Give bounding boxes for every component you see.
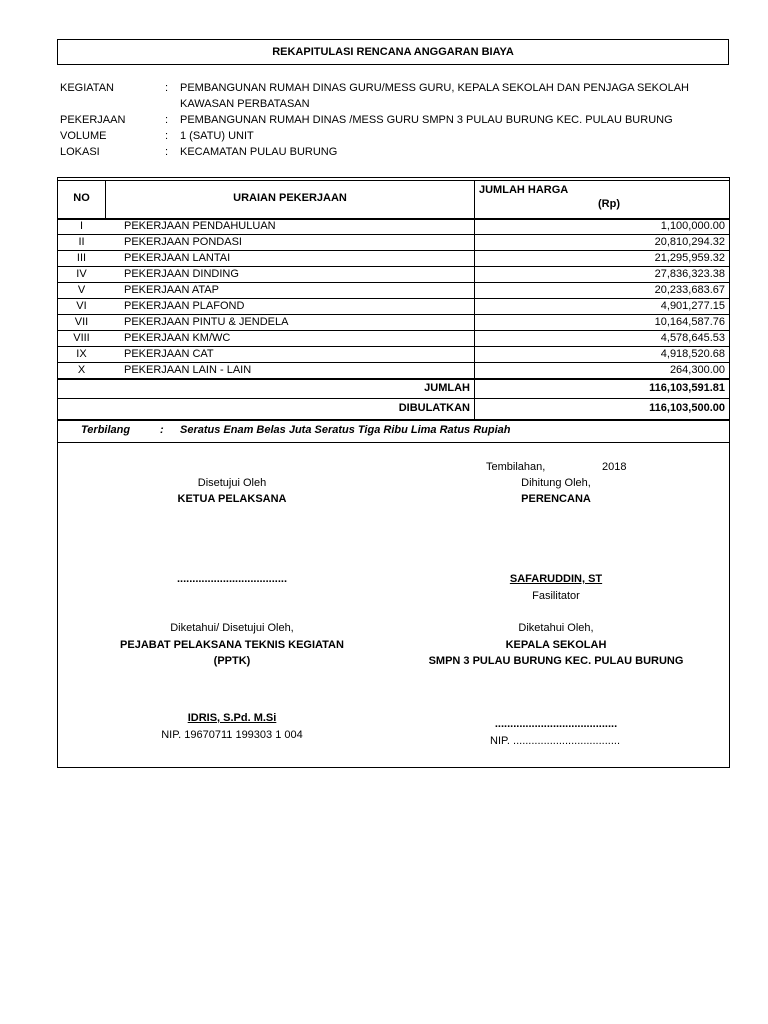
row-amount: 21,295,959.32 [654,252,725,264]
row-no: X [77,364,86,376]
row-no: VIII [73,332,90,344]
row-divider [57,398,730,399]
header-no: NO [73,192,90,204]
left-bottom-line1: Diketahui/ Disetujui Oleh, [170,622,294,634]
row-divider [57,234,730,235]
row-amount: 20,233,683.67 [654,284,725,296]
info-colon: : [165,146,169,158]
row-divider [57,346,730,347]
header-amount: JUMLAH HARGA [479,184,569,196]
right-bottom-name: ........................................ [494,718,618,730]
table-border [57,180,730,181]
jumlah-label: JUMLAH [424,382,470,394]
right-bottom-role2: SMPN 3 PULAU BURUNG KEC. PULAU BURUNG [428,655,684,667]
sign-place: Tembilahan, [486,461,546,473]
left-top-line1: Disetujui Oleh [197,477,267,489]
left-top-role: KETUA PELAKSANA [177,493,287,505]
row-desc: PEKERJAAN PENDAHULUAN [124,220,276,232]
row-divider [57,378,730,380]
row-divider [57,298,730,299]
header-unit: (Rp) [598,198,620,210]
row-no: IV [76,268,87,280]
row-no: VII [74,316,89,328]
sign-year: 2018 [602,461,627,473]
left-top-name: .................................... [176,573,288,585]
row-amount: 27,836,323.38 [654,268,725,280]
terbilang-text: Seratus Enam Belas Juta Seratus Tiga Ribu Lima Ratus Rupiah [180,424,511,436]
row-desc: PEKERJAAN LAIN - LAIN [124,364,252,376]
row-amount: 4,901,277.15 [660,300,725,312]
left-bottom-nip: NIP. 19670711 199303 1 004 [161,729,303,741]
info-label-volume: VOLUME [60,130,107,142]
right-bottom-nip: NIP. ................................... [490,735,620,747]
row-desc: PEKERJAAN LANTAI [124,252,231,264]
row-divider [57,362,730,363]
jumlah-value: 116,103,591.81 [649,382,725,394]
info-label-kegiatan: KEGIATAN [60,82,114,94]
row-amount: 4,918,520.68 [660,348,725,360]
info-value-kegiatan-line1: PEMBANGUNAN RUMAH DINAS GURU/MESS GURU, KEPALA SEKOLAH DAN PENJAGA SEKOLAH [180,82,689,94]
info-colon: : [165,82,169,94]
row-divider [57,419,730,421]
info-colon: : [165,114,169,126]
dibulatkan-value: 116,103,500.00 [649,402,725,414]
dibulatkan-label: DIBULATKAN [398,402,470,414]
document-title [57,39,729,65]
row-no: II [78,236,85,248]
document-title-text: REKAPITULASI RENCANA ANGGARAN BIAYA [272,46,514,58]
row-divider [57,266,730,267]
row-amount: 4,578,645.53 [660,332,725,344]
info-label-pekerjaan: PEKERJAAN [60,114,126,126]
row-desc: PEKERJAAN PONDASI [124,236,242,248]
right-top-line1: Dihitung Oleh, [521,477,591,489]
row-no: VI [76,300,87,312]
info-colon: : [165,130,169,142]
row-divider [57,282,730,283]
info-value-volume: 1 (SATU) UNIT [180,130,254,142]
right-top-role: PERENCANA [521,493,591,505]
right-bottom-line1: Diketahui Oleh, [518,622,594,634]
row-desc: PEKERJAAN DINDING [124,268,239,280]
row-no: IX [76,348,87,360]
row-desc: PEKERJAAN ATAP [124,284,219,296]
header-desc: URAIAN PEKERJAAN [233,192,347,204]
row-desc: PEKERJAAN PINTU & JENDELA [124,316,289,328]
left-bottom-role: PEJABAT PELAKSANA TEKNIS KEGIATAN [120,639,344,651]
info-value-pekerjaan: PEMBANGUNAN RUMAH DINAS /MESS GURU SMPN 3 PULAU BURUNG KEC. PULAU BURUNG [180,114,673,126]
row-no: III [76,252,87,264]
terbilang-label: Terbilang [81,424,131,436]
info-label-lokasi: LOKASI [60,146,100,158]
row-no: I [79,220,84,232]
right-bottom-role: KEPALA SEKOLAH [505,639,607,651]
row-amount: 1,100,000.00 [660,220,725,232]
right-top-position: Fasilitator [532,590,580,602]
row-desc: PEKERJAAN KM/WC [124,332,231,344]
row-amount: 264,300.00 [669,364,725,376]
terbilang-colon: : [160,424,164,436]
row-divider [57,314,730,315]
row-divider [57,250,730,251]
row-amount: 10,164,587.76 [654,316,725,328]
left-bottom-role2: (PPTK) [213,655,251,667]
left-bottom-name: IDRIS, S.Pd. M.Si [187,712,277,724]
row-divider [57,442,730,443]
row-desc: PEKERJAAN PLAFOND [124,300,245,312]
row-divider [57,330,730,331]
info-value-kegiatan-line2: KAWASAN PERBATASAN [180,98,310,110]
row-no: V [77,284,86,296]
info-value-lokasi: KECAMATAN PULAU BURUNG [180,146,338,158]
row-desc: PEKERJAAN CAT [124,348,214,360]
row-amount: 20,810,294.32 [654,236,725,248]
right-top-name: SAFARUDDIN, ST [509,573,603,585]
table-border [474,180,475,420]
